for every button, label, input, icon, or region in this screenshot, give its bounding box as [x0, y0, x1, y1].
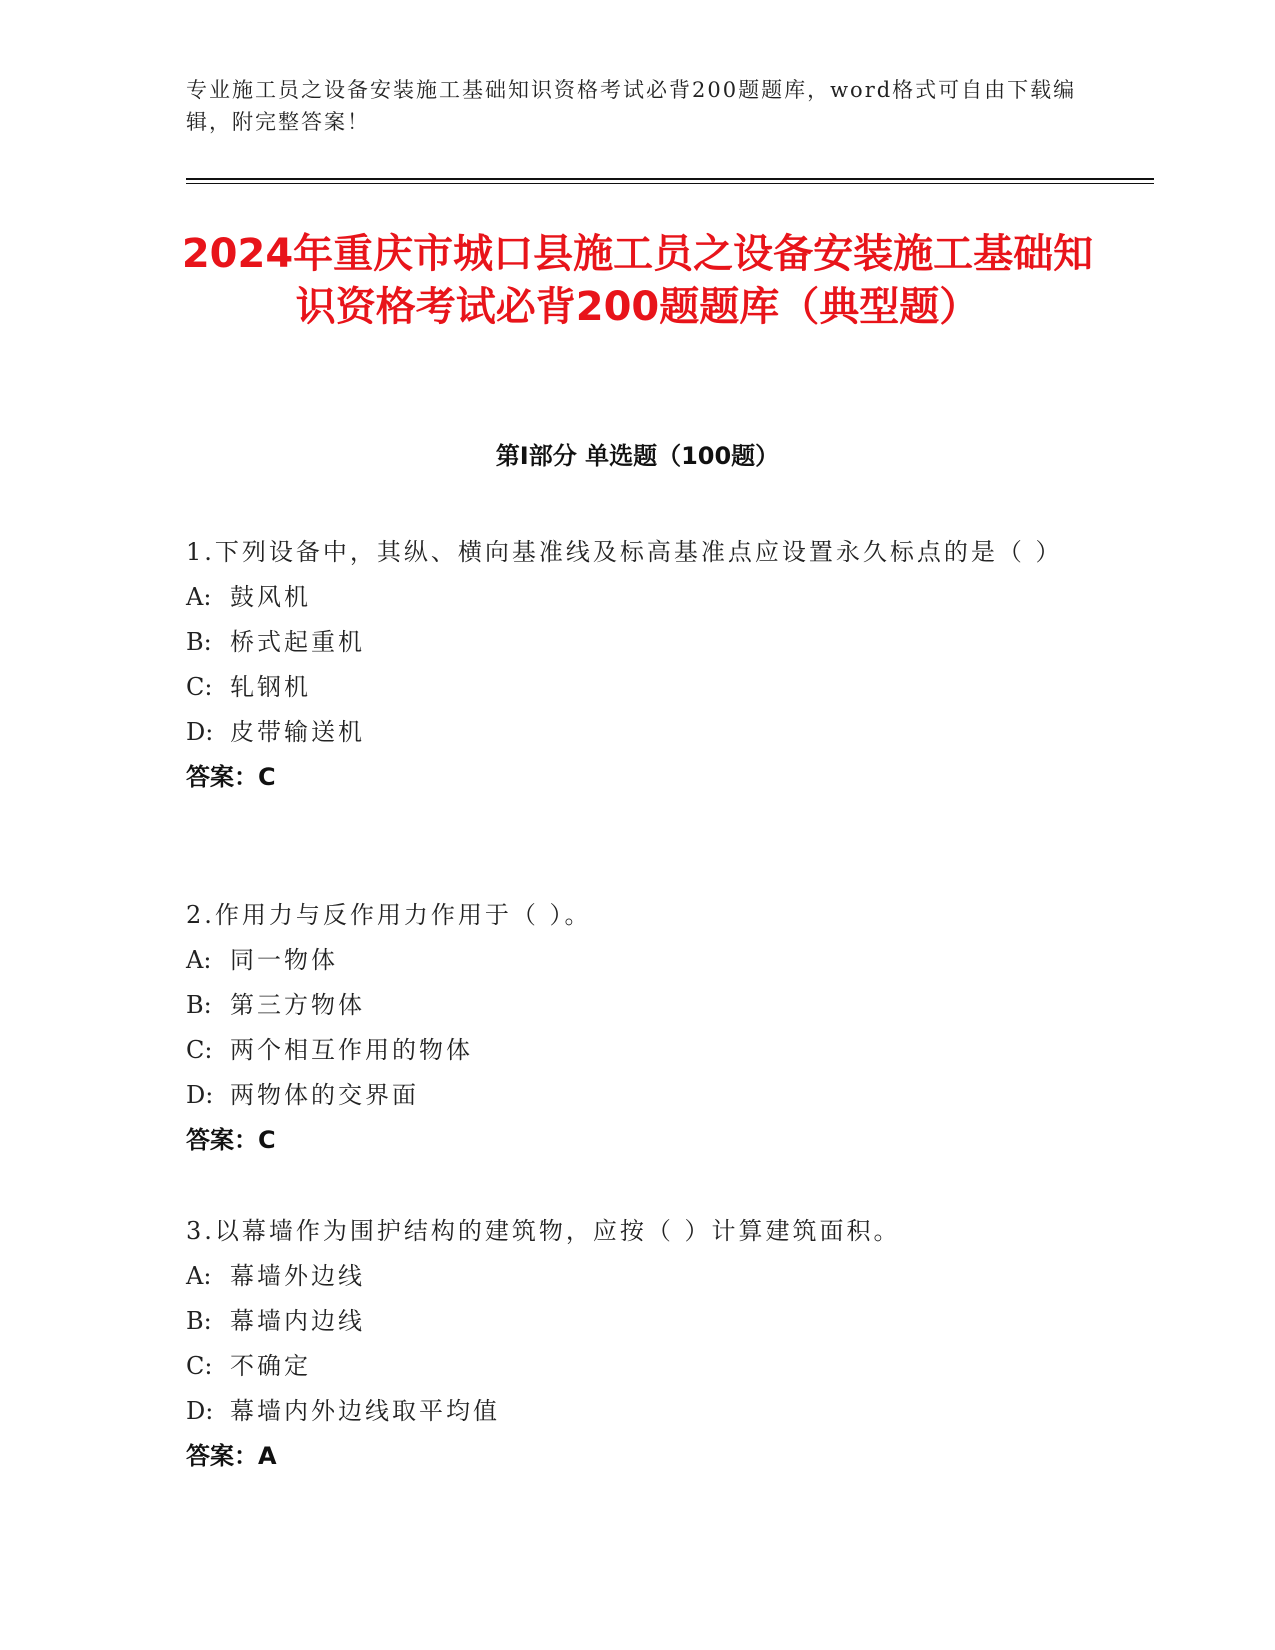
option-text: 轧钢机	[230, 673, 311, 701]
option-a	[186, 575, 1086, 620]
option-label: A:	[186, 946, 212, 974]
option-d	[186, 1073, 1086, 1118]
option-text: 不确定	[230, 1352, 311, 1380]
option-text: 第三方物体	[230, 991, 365, 1019]
answer-line: 答案：C	[186, 1126, 276, 1154]
option-d	[186, 710, 1086, 755]
option-c	[186, 665, 1086, 710]
option-label: B:	[186, 1307, 212, 1335]
option-b	[186, 983, 1086, 1028]
option-label: A:	[186, 1262, 212, 1290]
option-label: B:	[186, 628, 212, 656]
option-a	[186, 938, 1086, 983]
question-stem: 3.以幕墙作为围护结构的建筑物，应按（ ）计算建筑面积。	[186, 1217, 901, 1245]
option-text: 幕墙内边线	[230, 1307, 365, 1335]
question-2	[186, 893, 1086, 1163]
header-rule-thick	[186, 178, 1154, 180]
option-c	[186, 1028, 1086, 1073]
option-text: 皮带输送机	[230, 718, 365, 746]
option-text: 两个相互作用的物体	[230, 1036, 473, 1064]
option-b	[186, 620, 1086, 665]
option-b	[186, 1299, 1086, 1344]
option-text: 鼓风机	[230, 583, 311, 611]
option-label: D:	[186, 1081, 214, 1109]
option-label: D:	[186, 1397, 214, 1425]
option-label: C:	[186, 1036, 213, 1064]
option-text: 同一物体	[230, 946, 338, 974]
question-stem: 1.下列设备中，其纵、横向基准线及标高基准点应设置永久标点的是（ ）	[186, 538, 1063, 566]
option-d	[186, 1389, 1086, 1434]
option-a	[186, 1254, 1086, 1299]
option-c	[186, 1344, 1086, 1389]
answer-line: 答案：A	[186, 1442, 277, 1470]
header-rule-thin	[186, 183, 1154, 184]
option-label: A:	[186, 583, 212, 611]
question-stem: 2.作用力与反作用力作用于（ ）。	[186, 901, 592, 929]
option-label: B:	[186, 991, 212, 1019]
question-3	[186, 1209, 1086, 1479]
option-label: C:	[186, 673, 213, 701]
header-note: 专业施工员之设备安装施工基础知识资格考试必背200题题库，word格式可自由下载编辑，附完整答案！	[186, 78, 1077, 134]
section-heading: 第Ⅰ部分 单选题（100题）	[495, 442, 780, 470]
option-label: D:	[186, 718, 214, 746]
answer-line: 答案：C	[186, 763, 276, 791]
option-text: 两物体的交界面	[230, 1081, 419, 1109]
question-1	[186, 530, 1086, 800]
option-text: 幕墙外边线	[230, 1262, 365, 1290]
option-text: 幕墙内外边线取平均值	[230, 1397, 500, 1425]
document-title: 2024年重庆市城口县施工员之设备安装施工基础知识资格考试必背200题题库（典型题）	[181, 231, 1094, 330]
option-label: C:	[186, 1352, 213, 1380]
option-text: 桥式起重机	[230, 628, 365, 656]
